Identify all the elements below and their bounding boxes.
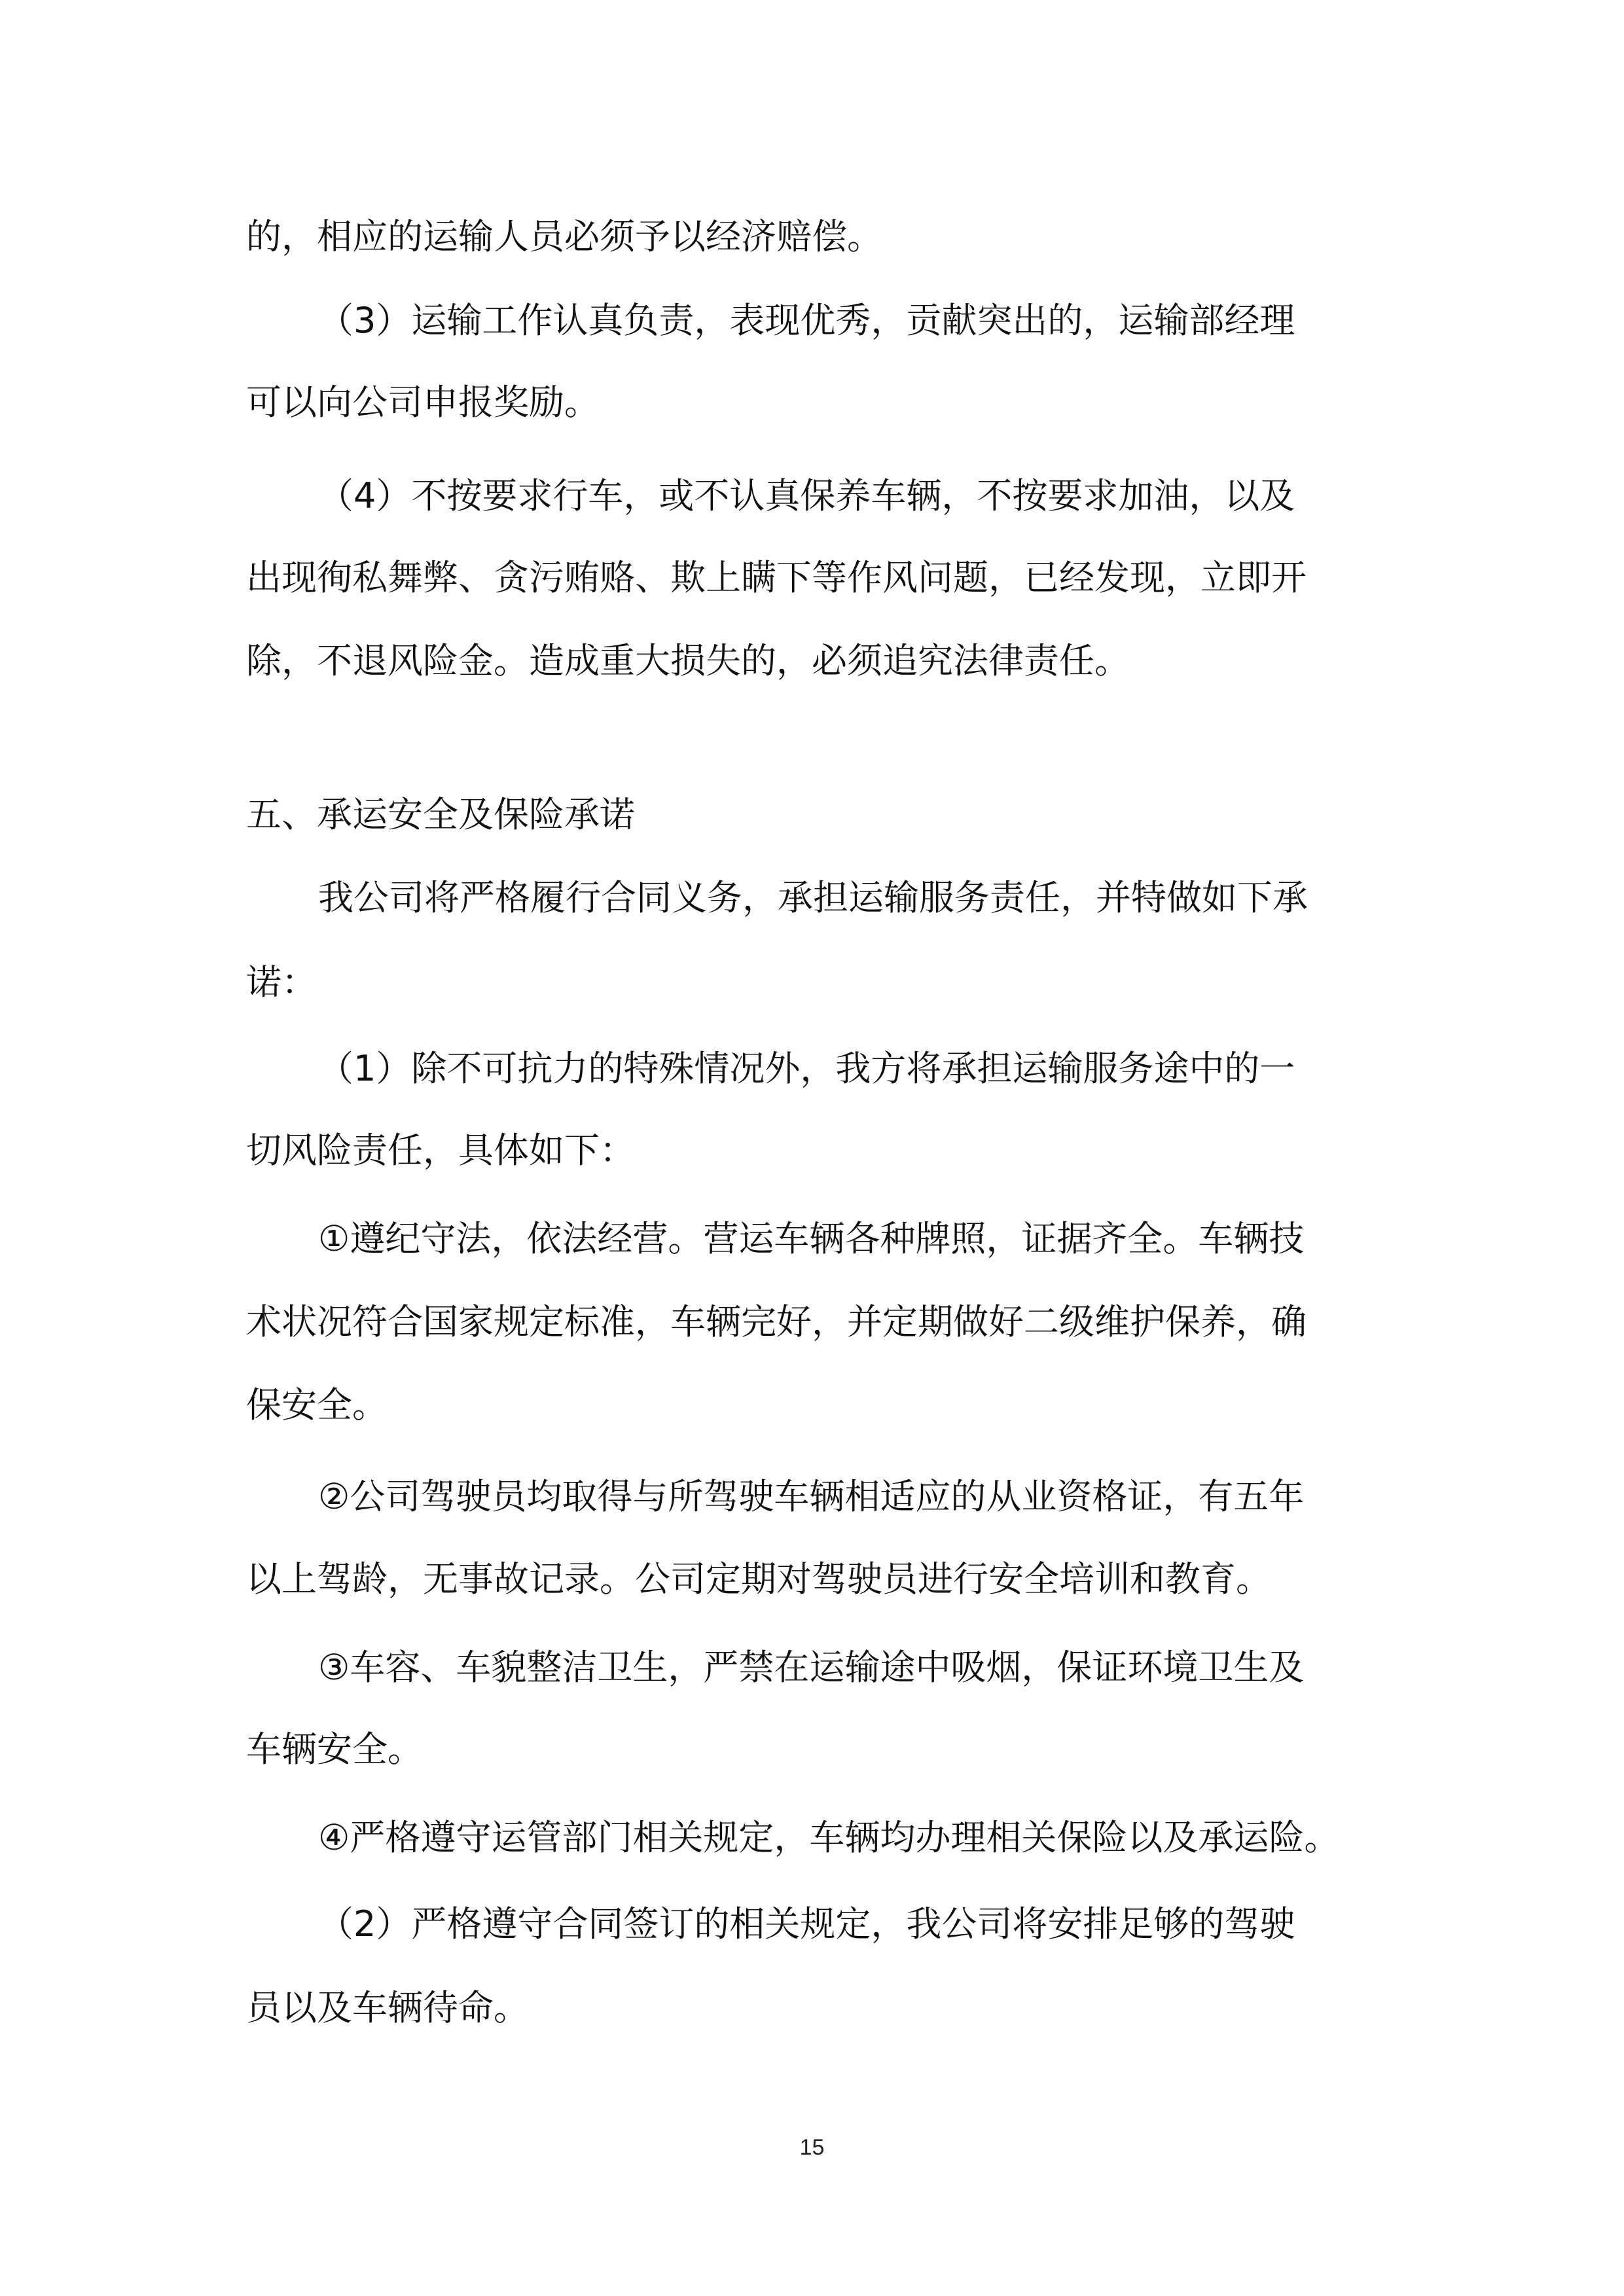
text-line: ②公司驾驶员均取得与所驾驶车辆相适应的从业资格证，有五年 xyxy=(318,1476,1305,1517)
text-line: 的，相应的运输人员必须予以经济赔偿。 xyxy=(246,216,882,257)
text-line: ①遵纪守法，依法经营。营运车辆各种牌照，证据齐全。车辆技 xyxy=(318,1218,1305,1259)
text-line: 保安全。 xyxy=(246,1384,388,1426)
text-line: 除，不退风险金。造成重大损失的，必须追究法律责任。 xyxy=(246,640,1130,681)
text-line: 以上驾龄，无事故记录。公司定期对驾驶员进行安全培训和教育。 xyxy=(246,1558,1271,1600)
text-line: ④严格遵守运管部门相关规定，车辆均办理相关保险以及承运险。 xyxy=(318,1817,1340,1858)
text-line: 出现徇私舞弊、贪污贿赂、欺上瞒下等作风问题，已经发现，立即开 xyxy=(246,557,1307,598)
text-line: 车辆安全。 xyxy=(246,1729,423,1770)
text-line: （4）不按要求行车，或不认真保养车辆，不按要求加油，以及 xyxy=(318,475,1295,516)
page-number: 15 xyxy=(799,2135,825,2160)
section-heading: 五、承运安全及保险承诺 xyxy=(246,794,635,835)
text-line: （2）严格遵守合同签订的相关规定，我公司将安排足够的驾驶 xyxy=(318,1903,1295,1945)
text-line: 可以向公司申报奖励。 xyxy=(246,382,600,423)
text-line: ③车容、车貌整洁卫生，严禁在运输途中吸烟，保证环境卫生及 xyxy=(318,1647,1305,1688)
text-line: 术状况符合国家规定标准，车辆完好，并定期做好二级维护保养，确 xyxy=(246,1301,1307,1342)
text-line: 诺： xyxy=(246,961,317,1003)
text-line: 切风险责任，具体如下： xyxy=(246,1130,635,1171)
text-line: （1）除不可抗力的特殊情况外，我方将承担运输服务途中的一 xyxy=(318,1048,1295,1089)
text-line: 我公司将严格履行合同义务，承担运输服务责任，并特做如下承 xyxy=(318,877,1308,918)
text-line: （3）运输工作认真负责，表现优秀，贡献突出的，运输部经理 xyxy=(318,300,1295,341)
text-line: 员以及车辆待命。 xyxy=(246,1987,529,2028)
